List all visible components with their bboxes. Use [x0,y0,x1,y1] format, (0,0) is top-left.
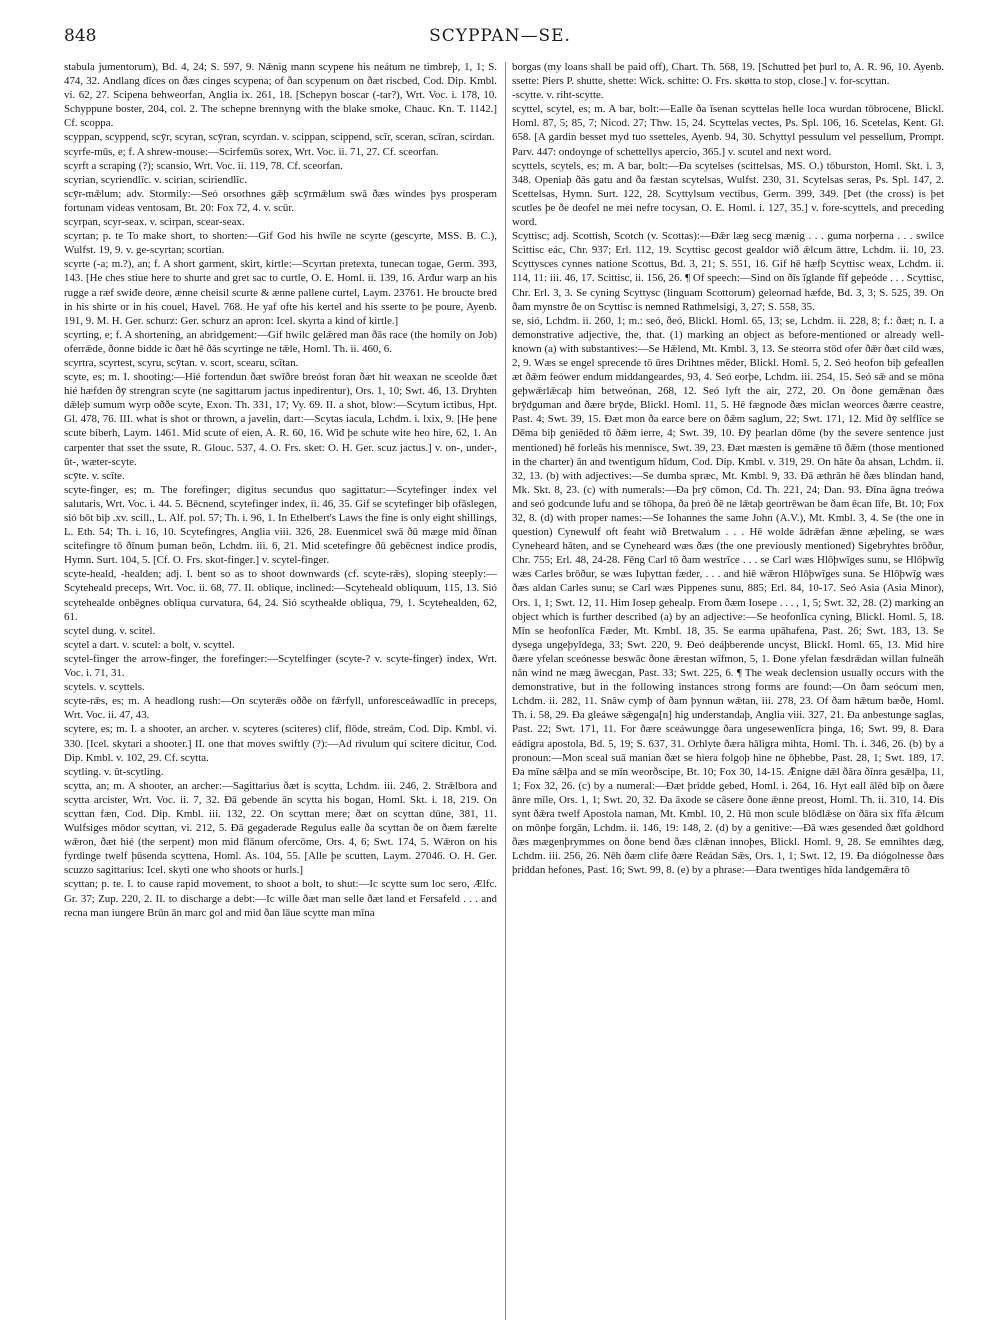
dictionary-entry: scyttels, scytels, es; m. A bar, bolt:—Ða scytelses (scittelsas, MS. O.) tōburston, Homl. Skt. i. 3, 348. Openiaþ ðās gatu and ða fæstan scytelsas, Wulfst. 230, 31. Scytelsas seras, Ps. Spl. 147, 2. Scettelsas, Hymn. Surt. 122, 28. Scyttylsum vectibus, Germ. 399, 349. [Þet (the cross) is þet scutles þe ðe deofel ne mei nefre tocysan, O. E. Homl. i. 127, 35.] v. fore-scyttels, and preceding word. [512,159,944,229]
dictionary-entry: scyrtra, scyrtest, scyru, scȳtan. v. scort, scearu, scītan. [64,356,299,369]
dictionary-entry: se, sió, Lchdm. ii. 260, 1; m.: seó, ðeó, Blickl. Homl. 65, 13; se, Lchdm. ii. 228, 8; f.: ðæt; n. I. a demonstrative adjective, the, that. (1) marking an object as before-mentioned or already well-known (a) with substantives:—Se Hǣlend, Mt. Kmbl. 3, 13. Se steorra stōd ofer ðǣr ðæt cild wæs, 2, 9. Wæs se engel sprecende tō ūres Drihtnes mēder, Blickl. Homl. 5, 2. Seó heofon biþ gefeallen æt ðǣm feówer endum middangeardes, 93, 4. Seó eorþe, Lchdm. iii. 254, 15. Seó sǣ and se mōna geþwǣrlǣcaþ him betweónan, 268, 12. Seó lyft the air, 272, 20. On ðone gemǣnan ðæs brȳdguman and ðære brȳde, Blickl. Homl. 11, 5. Hē fægnode ðæs miclan weorces ðærre ceastre, Past. 4; Swt. 39, 15. Ðæt mon ða earce bere on ðǣm saglum, 22; Swt. 171, 12. Mid ðȳ selflīce se Dēma biþ geniēded tō ðǣm ierre, 4; Swt. 39, 10. Ðȳ þearlan dōme (by the severe sentence just mentioned) hē forleās his mennisce, Swt. 39, 23. Ðæt mæsten is gemǣne tō ðǣm (those mentioned in the charter) ān and twentigum hīdum, Cod. Dip. Kmbl. v. 319, 29. On hāte ða ahsan, Lchdm. ii. 32, 13. (b) with adjectives:—Se dumba spræc, Mt. Kmbl. 9, 33. Ðā æthrān hē ðæs blindan hand, Mk. Skt. 8, 23. (c) with numerals:—Ða þrȳ cōmon, Cd. Th. 221, 24; Dan. 93. Ðīna āgna treówa and seó godcunde lufu and se tōhopa, ða þreó ðē ne lǣtaþ geortrēwan be ðam ēcan līfe, Bt. 10; Fox 32, 8. (d) with proper names:—Se Iohannes the same John (A.V.), Mt. Kmbl. 3, 4. Se (the one in question) Cynewulf oft feaht wið Bretwalum . . . Hē wolde ādrǣfan ǣnne æþeling, se wæs Cyneheard hāten, and se Cyneheard wæs ðæs (the one previously mentioned) Sigebryhtes brōður, Chr. 755; Erl. 48, 24-28. Fēng Carl tō ðam westrīce . . . se Carl wæs Hlōþwīges sunu, se Hlōþwīg wæs Carles brōður, se wæs Iuþyttan fæder, . . . and hiē wǣron Hlōþwīges suna. Se Hlōþwīg wæs ðæs aldan Carles sunu; se Carl wæs Pippenes sunu, 885; Erl. 84, 10-17. Seó Asia (Asia Minor), Ors. 1, 1; Swt. 12, 11. Him Iosep gehealp. From ðæm Iosepe . . . , 1, 5; Swt. 32, 28. (2) marking an object which is further described (a) by an adjective:—Se heofonlīca cyning, Blickl. Homl. 5, 18. Mīn se heofonlīca Fæder, Mt. Kmbl. 18, 35. Se earma upāhafena, Past. 26; Swt. 183, 13. Se dysega ungeþyldega, 33; Swt. 220, 9. Ðeó deáþberende uncyst, Blickl. Homl. 65, 13. Mid hire ðære yfelan sceónesse beswāc ðone ǣrestan wīfmon, 5, 1. Ðone yfelan fæsdrǣdan willan fulneāh nān wind ne mæg āwecgan, Past. 33; Swt. 225, 6. ¶ The weak declension usually occurs with the demonstrative, but in the following instances strong forms are found:—On ðam seócum men, Lchdm. ii. 282, 11. Snāw cymþ of ðam þynnun wǣtan, iii. 278, 23. Of ðam hǣtum bæðe, Homl. Th. i. 58, 29. Ða gleáwe sǣgenga[n] hig understandaþ, Anglia viii. 327, 21. Ða anbestunge saglas, Past. 22; Swt. 171, 11. For ðære sceáwungge ðara ungesewenlīcra þinga, 16; Swt. 99, 8. Ðara eádigra apostola, Bd. 5, 19; S. 637, 31. Orhlyte ðæra hāligra mihta, Homl. Th. i. 346, 26. (b) by a pronoun:—Mon sceal suā manian ðæt se hiera folgoþ hine ne ōþhebbe, Past. 28, 1; Swt. 189, 17. Ða mīne sǣlþa and se mīn weorðscipe, Bt. 10; Fox 30, 14-15. Ǣnigne dǣl ðāra ðīnra gesǣlþa, 11, 1; Fox 32, 26. (c) by a numeral:—Ðæt þridde gebed, Homl. i. 264, 16. Hyt eall ālēd bīþ on ðære ānre mīle, Ors. 1, 1; Swt. 20, 32. Ða āxode se cāsere ðone ǣnne preost, Homl. Th. ii. 310, 14. Ðis synt ðǣra twelf Apostola naman, Mt. Kmbl. 10, 2. Hū mon scule blōdlǣse on ðāra six fīfa ǣlcum on mōnþe forgān, Lchdm. ii. 146, 19: 148, 2. (d) by a genitive:—Ðā wæs gesended ðæt goldhord ðæs mægenþrymmes on ðone bend ðæs clǣnan innoþes, Blickl. Homl. 9, 28. Se emnihtes dæg, Lchdm. iii. 256, 26. Nēh ðæm clife ðære Reádan Sǣs, Ors. 1, 1; Swt. 12, 19. Ða diógolnesse ðæs þriddan hefones, Past. 16; Swt. 99, 8. (e) by a phrase:—Ðara twentiges hīda landgemǣra tō [512,314,944,877]
dictionary-entry: -scytte. v. riht-scytte. [512,89,604,102]
dictionary-entry: scȳr-mǣlum; adv. Stormily:—Seó orsorhnes gǣþ scȳrmǣlum swā ðæs windes þys prosperam fortunam videas ventosam, Bt. 20: Fox 72, 4. v. scūr. [64,187,497,214]
dictionary-entry: scytta, an; m. A shooter, an archer:—Sagittarius ðæt is scytta, Lchdm. iii. 246, 2. Strǣlbora and scytta arcister, Wrt. Voc. ii. 7, 32. Ðā gebende ān scytta his bogan, Homl. Skt. i. 18, 219. On scyttan fæn, Cod. Dip. Kmbl. iii. 132, 22. On scyttan mere; ðæt on scyttan dūne, 381, 11. Wulfsiges mōdor scyttan, vi. 212, 5. Ðā gegaderade Regulus ealle ða scyttan ðe on ðæm færelte wǣron, ðæt hié (the serpent) mon mid flānum ofercōme, Ors. 4, 6; Swt. 174, 5. Wǣron on his fyrdinge twelf þūsenda scyttena, Homl. As. 104, 55. [Alle þe scutten, Laym. 27046. O. H. Ger. scuzzo sagittarius: Icel. skyti one who shoots or hurls.] [64,779,497,877]
dictionary-entry: scyrtan; p. te To make short, to shorten:—Gif God his hwīle ne scyrte (gescyrte, MSS. B. C.), Wulfst. 19, 9. v. ge-scyrtan; scortian. [64,230,497,257]
page-header [64,26,936,50]
dictionary-entry: scytel a dart. v. scutel: a bolt, v. scyttel. [64,638,235,651]
dictionary-entry: scȳte. v. scīte. [64,469,125,482]
dictionary-entry: scytling. v. ūt-scytling. [64,765,164,778]
dictionary-entry: scytel-finger the arrow-finger, the forefinger:—Scytelfinger (scyte-? v. scyte-finger) index, Wrt. Voc. i. 71, 31. [64,652,497,680]
dictionary-entry: borgas (my loans shall be paid off), Chart. Th. 568, 19. [Schutted þet þurl to, A. R. 96, 10. Ayenb. ssette: Piers P. shutte, shette: Wick. schitte: O. Frs. skøtta to stop, close.] v. for-scyttan. [512,61,944,88]
dictionary-entry: scyte, es; m. I. shooting:—Hié fortendun ðæt swīðre breóst foran ðæt hit weaxan ne sceolde ðæt hié hæfden ðȳ strengran scyte (ne sagittarum jactus inpedirentur), Ors. 1, 10; Swt. 46, 13. Dryhten dǣleþ sumum wyrp oððe scyte, Exon. Th. 331, 17; Vy. 69. II. a shot, blow:—Scytum ictibus, Hpt. Gl. 478, 76. III. what is shot or thrown, a javelin, dart:—Scytas iacula, Lchdm. i. lxix, 9. [He þene scute biberh, Laym. 1461. Mid scute of eien, A. R. 60, 16. Wiđ þe schute wite heo hire, 62, 1. An carpenter that sset the ssute, R. Glouc. 537, 4. O. Frs. sket: O. H. Ger. scuz jactus.] v. on-, under-, ūt-, wæter-scyte. [64,371,497,468]
dictionary-entry: scyte-heald, -healden; adj. I. bent so as to shoot downwards (cf. scyte-rǣs), sloping steeply:—Scyteheald preceps, Wrt. Voc. ii. 68, 77. II. oblique, inclined:—Scyteheald obliquum, 115, 13. Sió scytehealde onbēgnes obliqua curvatura, 64, 24. Sió scytheałde obliqua, 79, 1. Scytehealden, 62, 61. [64,568,497,623]
right-column [512,60,944,1322]
left-column [64,60,497,1322]
dictionary-entry: stabula jumentorum), Bd. 4, 24; S. 597, 9. Nǣnig mann scypene his neátum ne timbreþ, 1, 1; S. 474, 32. Andlang dīces on ðæs cinges scypena; of ðan scypenum on ðæt riscbed, Cod. Dip. Kmbl. vi. 62, 27. Scipena behweorfan, Anglia ix. 261, 18. [Schepyn boscar (-tar?), Wrt. Voc. i. 178, 10. Schyppune boster, 204, col. 2. The schepne brennyng with the blake smoke, Chauc. Kn. T. 1142.] Cf. scoppa. [64,61,497,130]
page-number: 848 [64,26,97,46]
dictionary-entry: Scyttisc; adj. Scottish, Scotch (v. Scottas):—Ðǣr læg secg mænig . . . guma norþerna . . . swilce Scittisc eác, Chr. 937; Erl. 112, 19. Scyttisc gecost gealdor wið ǣlcum āttre, Lchdm. ii. 10, 23. Scyttysces cynnes natione Scottus, Bd. 3, 21; S. 551, 16. Gif hē hæfþ Scyttisc weax, Lchdm. ii. 114, 11: iii. 46, 17. Scittisc, ii. 156, 26. ¶ Of speech:—Sind on ðīs īglande fīf geþeóde . . . Scyttisc, Chr. Erl. 3, 3. Se cyning Scyttysc (linguam Scottorum) geleornad hæfde, Bd. 3, 3; S. 525, 39. On ðam mynstre ðe on Scyttisc is nemned Rathmelsigi, 3, 27; S. 558, 35. [512,230,944,313]
dictionary-entry: scyrfe-mūs, e; f. A shrew-mouse:—Scirfemūs sorex, Wrt. Voc. ii. 71, 27. Cf. sceorfan. [64,145,439,158]
dictionary-entry: scyrpan, scyr-seax. v. scirpan, scear-seax. [64,216,245,229]
dictionary-entry: scyppan, scyppend, scȳr, scyran, scȳran, scyrdan. v. scippan, scippend, scīr, sceran, scīran, scirdan. [64,131,495,144]
dictionary-entry: scyttan; p. te. I. to cause rapid movement, to shoot a bolt, to shut:—Ic scytte sum loc sero, Ælfc. Gr. 37; Zup. 220, 2. II. to discharge a debt:—Ic wille ðæt man selle ðæt land et Fersafeld . . . and recna man iungere Brūn ān marc gol and mid ðan lāue scytte man mīna [64,878,497,919]
column-divider [505,62,506,1320]
running-title: SCYPPAN—SE. [429,26,571,46]
dictionary-entry: scyrian, scyriendlīc. v. scirian, sciriendlīc. [64,173,247,186]
dictionary-entry: scyttel, scytel, es; m. A bar, bolt:—Ealle ða īsenan scyttelas helle loca wurdan tōbrocene, Blickl. Homl. 87, 5; 85, 7; Nicod. 27; Thw. 15, 24. Scyttelas vectes, Ps. Spl. 106, 16. Scetelas, Kent. Gl. 658. [A gardin besset myd tuo ssetteles, Ayenb. 94, 30. Schyttyl pessulum vel pessellum, Prompt. Parv. 447: ondoynge of schettellys apercio, 365.] v. scutel and next word. [512,103,944,158]
dictionary-entry: scytels. v. scyttels. [64,681,145,694]
dictionary-entry: scytel dung. v. scitel. [64,624,156,637]
dictionary-entry: scytere, es; m. I. a shooter, an archer. v. scyteres (sciteres) clif, flōde, streám, Cod. Dip. Kmbl. vi. 330. [Icel. skytari a shooter.] II. one that moves swiftly (?):—Ad rivulum qui scitere dicitur, Cod. Dip. Kmbl. v. 102, 29. Cf. scytta. [64,723,497,764]
dictionary-entry: scyrting, e; f. A shortening, an abridgement:—Gif hwilc gelǣred man ðās race (the homily on Job) oferrǣde, ðonne bidde ic ðæt hē ðās scyrtinge ne tǣle, Homl. Th. ii. 460, 6. [64,328,497,355]
dictionary-entry: scyrft a scraping (?); scansio, Wrt. Voc. ii. 119, 78. Cf. sceorfan. [64,159,343,172]
dictionary-entry: scyte-rǣs, es; m. A headlong rush:—On scyterǣs oððe on fǣrfyll, unforesceáwadlīc in preceps, Wrt. Voc. ii. 47, 43. [64,695,497,722]
dictionary-entry: scyrte (-a; m.?), an; f. A short garment, skirt, kirtle:—Scyrtan pretexta, tunecan togae, Germ. 393, 143. [He ches stiue here to shurte and gret sac to curtle, O. E. Homl. ii. 139, 16. Arđur warp an his rugge a ræf swiđe deore, ænne cheisil scurte & ænne pallene curtel, Laym. 23761. He broucte bred in his shirte or in his couel, Havel. 768. He yaf ofte his kertel and his sserte to þe poure, Ayenb. 191, 9. M. H. Ger. schurz: Ger. schurz an apron: Icel. skyrta a kind of kirtle.] [64,258,497,327]
dictionary-entry: scyte-finger, es; m. The forefinger; digitus secundus quo sagittatur:—Scytefinger index vel salutaris, Wrt. Voc. i. 44. 5. Bēcnend, scytefinger index, ii. 46, 35. Gif se scytefinger biþ ofāslegen, sió bōt biþ .xv. scill., L. Alf. pol. 57; Th. i. 96, 1. In Ethelbert's Laws the fine is only eight shillings, L. Eth. 54; Th. i. 16, 10. Scytefingres, Anglia viii. 326, 28. Euenmicel swā ðū mæge mid ðīnan scitefingre tō ðīnum þuman beōn, Lchdm. iii. 6, 21. Mid scetefingre ðū gebēcnest indice prodis, Hymn. Surt. 104, 5. [Cf. O. Frs. skot-finger.] v. scytel-finger. [64,483,497,567]
